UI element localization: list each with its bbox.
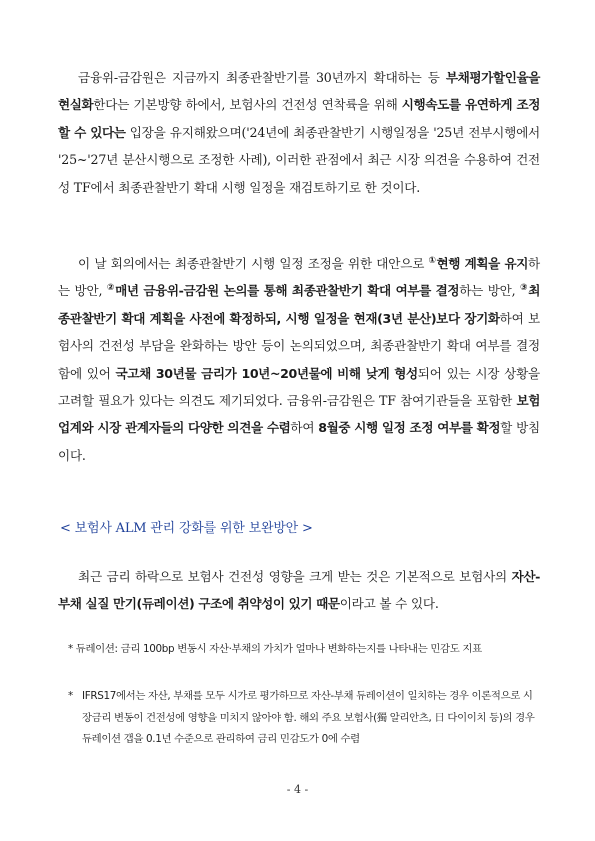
text-run: 하는 방안, [58, 256, 540, 299]
footnote-ifrs17 [68, 686, 538, 751]
text-run: 하여 [290, 420, 319, 436]
text-run: 이 날 회의에서는 최종관찰반기 시행 일정 조정을 위한 대안으로 [78, 256, 429, 271]
emphasis-run: 시행속도를 유연하게 조정할 수 있다는 [58, 97, 541, 140]
emphasis-run: 8월중 시행 일정 조정 여부를 확정 [318, 420, 501, 436]
footnote-duration-definition: * 듀레이션: 금리 100bp 변동시 자산·부채의 가치가 얼마나 변화하는지를 나타내는 민감도 지표 [68, 643, 482, 655]
page-number: - 4 - [286, 783, 309, 796]
text-run: 최근 금리 하락으로 보험사 건전성 영향을 크게 받는 것은 기본적으로 보험사의 [78, 569, 512, 584]
emphasis-run: 매년 금융위-금감원 논의를 통해 최종관찰반기 확대 여부를 결정 [115, 283, 460, 299]
text-run: 되어 있는 시장 상황을 고려할 필요가 있다는 의견도 제기되었다. 금융위-금감원은 TF 참여기관들을 포함한 [58, 365, 541, 409]
emphasis-run: 국고채 30년물 금리가 10년~20년물에 비해 낮게 형성 [115, 365, 418, 381]
footnote-text: IFRS17에서는 자산, 부채를 모두 시가로 평가하므로 자산-부채 듀레이션이 일치하는 경우 이론적으로 시장금리 변동이 건전성에 영향을 미치지 않아야 함. 해외 주요 보험사(獨 알리안츠, 日 다이이치 등)의 경우 듀레이션 갭을 0.1년 수준으로 관리하여 금리 민감도가 0에 수렴 [82, 690, 535, 746]
emphasis-run: 최종관찰반기 확대 계획을 사전에 확정하되, 시행 일정을 현재(3년 분산)보다 장기화 [58, 283, 540, 326]
paragraph-alm-policy-direction [58, 64, 540, 201]
text-run: 하는 방안, [459, 283, 521, 299]
text-run: 한다는 기본방향 하에서, 보험사의 건전성 연착륙을 위해 [93, 97, 402, 113]
text-run: 하여 보험사의 건전성 부담을 완화하는 방안 등이 논의되었으며, 최종관찰반기 확대 여부를 결정함에 있어 [58, 310, 540, 381]
emphasis-run: 부채평가할인율을 현실화 [58, 70, 540, 113]
emphasis-run: 현행 계획을 유지 [436, 256, 529, 271]
text-run: 할 방침이다. [58, 420, 541, 463]
emphasis-run: 자산-부채 실질 만기(듀레이션) 구조에 취약성이 있기 때문 [58, 569, 540, 612]
paragraph-duration-structure [58, 563, 540, 618]
emphasis-run: 보험업계와 시장 관계자들의 다양한 의견을 수렴 [58, 393, 540, 436]
circled-number: ③ [520, 283, 529, 294]
circled-number: ① [428, 256, 437, 266]
text-run: 이라고 볼 수 있다. [339, 596, 439, 612]
paragraph-meeting-alternatives [58, 250, 540, 469]
section-heading: < 보험사 ALM 관리 강화를 위한 보완방안 > [60, 521, 313, 536]
text-run: 금융위-금감원은 지금까지 최종관찰반기를 30년까지 확대하는 등 [78, 70, 446, 85]
footnote-marker: * [68, 690, 73, 702]
text-run: 입장을 유지해왔으며('24년에 최종관찰반기 시행일정을 '25년 전부시행에서 '25~'27년 분산시행으로 조정한 사례), 이러한 관점에서 최근 시장 의견을 수용하여 건전성 TF에서 최종관찰반기 확대 시행 일정을 재검토하기로 한 것이다. [58, 124, 541, 195]
circled-number: ② [106, 283, 116, 294]
